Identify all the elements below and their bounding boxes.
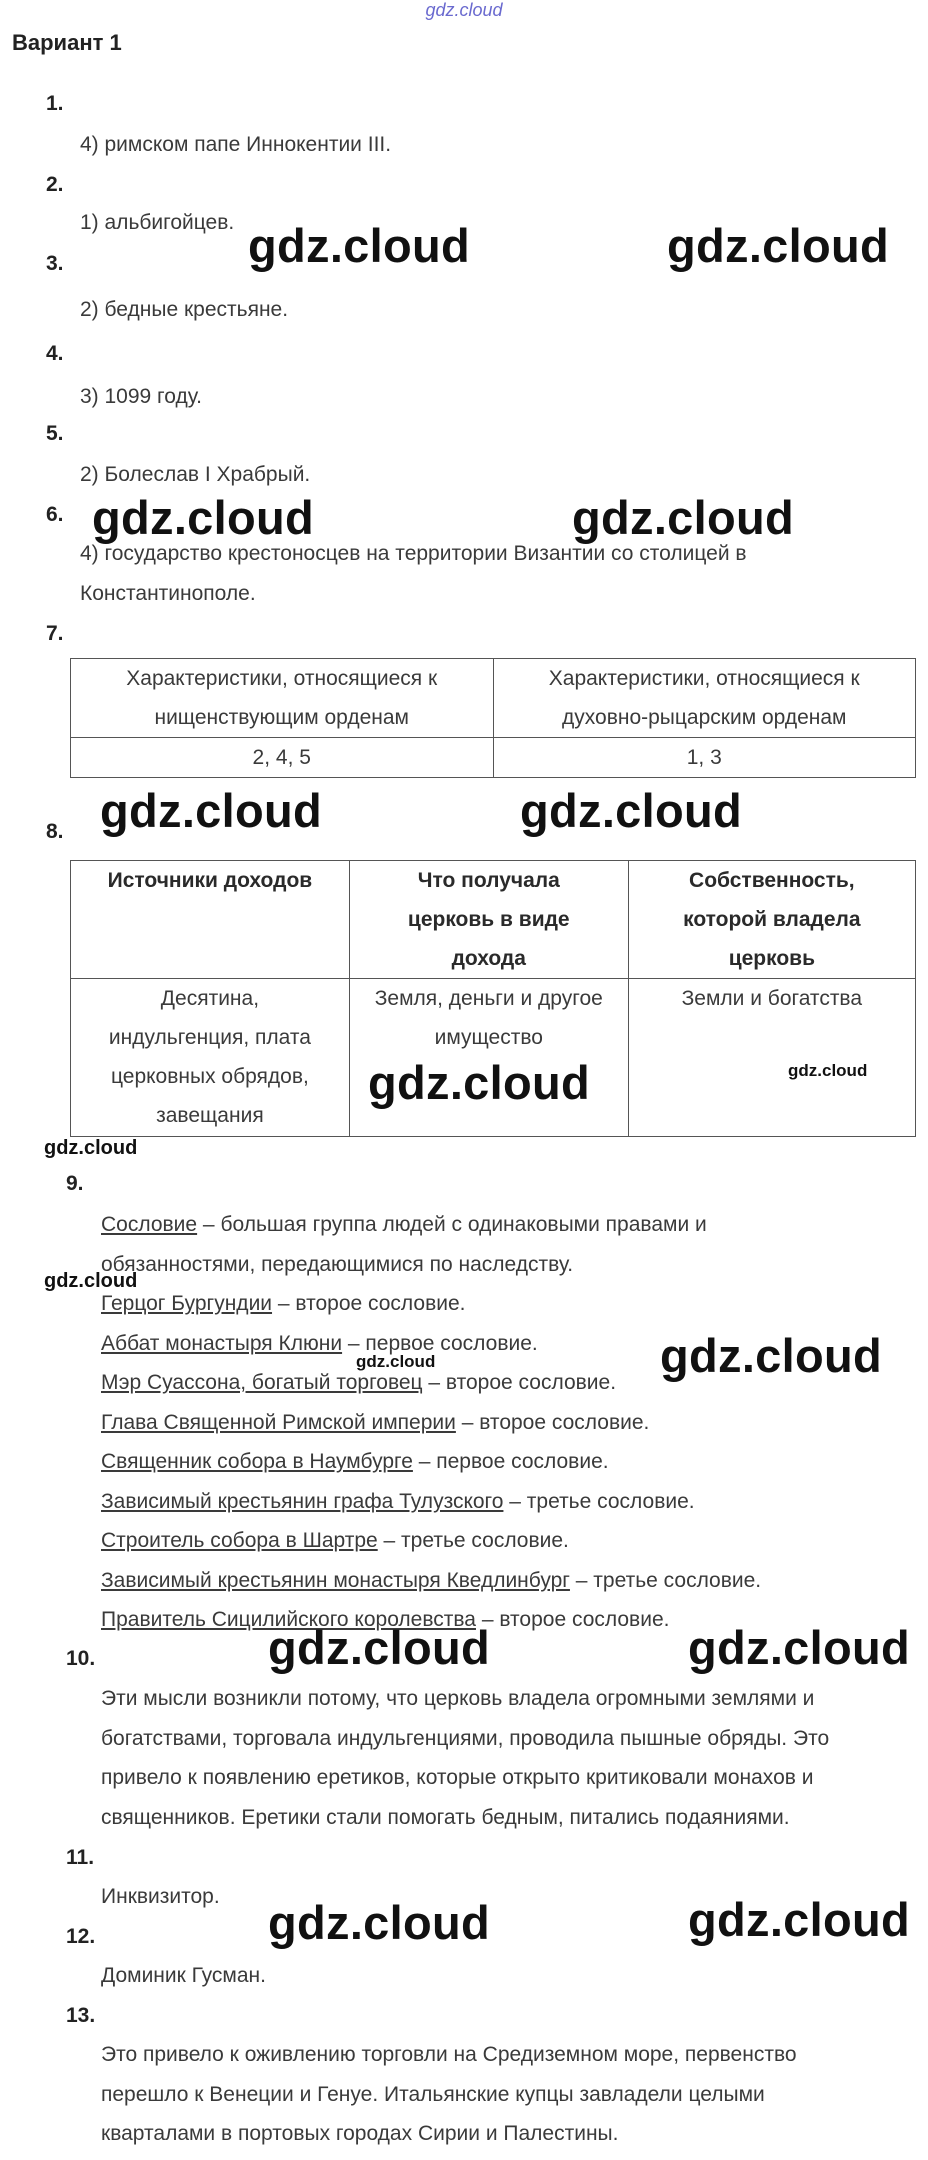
watermark: gdz.cloud	[356, 1352, 436, 1371]
answer-2: 1) альбигойцев.	[80, 211, 235, 234]
question-number-4: 4.	[46, 342, 64, 365]
answer-11: Инквизитор.	[101, 1885, 220, 1908]
answer-4: 3) 1099 году.	[80, 385, 202, 408]
orders-header-knightly: Характеристики, относящиеся к духовно-рыцарским орденам	[493, 659, 916, 738]
question-number-6: 6.	[46, 503, 64, 526]
watermark: gdz.cloud	[788, 1061, 868, 1080]
watermark: gdz.cloud	[100, 784, 323, 837]
answer-10-line: привело к появлению еретиков, которые открыто критиковали монахов и	[101, 1766, 814, 1789]
watermark: gdz.cloud	[268, 1896, 491, 1949]
watermark: gdz.cloud	[688, 1621, 911, 1674]
question-number-8: 8.	[46, 820, 64, 843]
watermark: gdz.cloud	[368, 1056, 591, 1109]
question-number-9: 9.	[66, 1172, 84, 1195]
estate-item: Зависимый крестьянин монастыря Кведлинбург – третье сословие.	[101, 1569, 762, 1592]
answer-13-line: кварталами в портовых городах Сирии и Палестины.	[101, 2122, 619, 2145]
watermark: gdz.cloud	[667, 219, 890, 272]
question-number-2: 2.	[46, 173, 64, 196]
estate-definition-term: Сословие	[101, 1213, 198, 1236]
orders-value-mendicant: 2, 4, 5	[71, 738, 494, 778]
question-number-13: 13.	[66, 2004, 96, 2027]
orders-value-knightly: 1, 3	[493, 738, 916, 778]
answer-6-line-1: 4) государство крестоносцев на территории Византии со столицей в	[80, 542, 747, 565]
answer-13-line: перешло к Венеции и Генуе. Итальянские купцы завладели целыми	[101, 2083, 765, 2106]
question-number-5: 5.	[46, 422, 64, 445]
watermark: gdz.cloud	[44, 1270, 138, 1292]
page-title: Вариант 1	[12, 30, 122, 55]
estate-item: Аббат монастыря Клюни – первое сословие.	[101, 1332, 538, 1355]
income-header-property: Собственность, которой владела церковь	[628, 861, 915, 979]
answer-1: 4) римском папе Иннокентии III.	[80, 133, 392, 156]
watermark: gdz.cloud	[572, 491, 795, 544]
income-cell-received: Земля, деньги и другое имущество	[349, 979, 628, 1137]
estate-item: Священник собора в Наумбурге – первое сословие.	[101, 1450, 609, 1473]
orders-header-mendicant: Характеристики, относящиеся к нищенствующим орденам	[71, 659, 494, 738]
answer-10-line: богатствами, торговала индульгенциями, проводила пышные обряды. Это	[101, 1727, 830, 1750]
question-number-10: 10.	[66, 1647, 96, 1670]
answer-10-line: священников. Еретики стали помогать бедным, питались подаяниями.	[101, 1806, 790, 1829]
estate-definition-line-1: Сословие – большая группа людей с одинаковыми правами и	[101, 1213, 707, 1236]
question-number-12: 12.	[66, 1925, 96, 1948]
question-number-7: 7.	[46, 622, 64, 645]
watermark: gdz.cloud	[92, 491, 315, 544]
estate-item: Зависимый крестьянин графа Тулузского – третье сословие.	[101, 1490, 695, 1513]
estate-item: Правитель Сицилийского королевства – второе сословие.	[101, 1608, 670, 1631]
estate-item: Глава Священной Римской империи – второе сословие.	[101, 1411, 650, 1434]
estate-definition-line-2: обязанностями, передающимися по наследству.	[101, 1253, 574, 1276]
question-number-11: 11.	[66, 1846, 95, 1869]
answer-12: Доминик Гусман.	[101, 1964, 266, 1987]
answer-5: 2) Болеслав I Храбрый.	[80, 463, 311, 486]
orders-table	[70, 658, 916, 778]
answer-10-line: Эти мысли возникли потому, что церковь владела огромными землями и	[101, 1687, 815, 1710]
estate-item: Мэр Суассона, богатый торговец – второе сословие.	[101, 1371, 617, 1394]
estate-item: Строитель собора в Шартре – третье сословие.	[101, 1529, 569, 1552]
watermark: gdz.cloud	[660, 1329, 883, 1382]
watermark: gdz.cloud	[44, 1137, 138, 1159]
income-cell-property: Земли и богатства	[628, 979, 915, 1137]
site-mark: gdz.cloud	[425, 0, 503, 20]
question-number-3: 3.	[46, 252, 64, 275]
watermark: gdz.cloud	[268, 1621, 491, 1674]
income-cell-sources: Десятина, индульгенция, плата церковных обрядов, завещания	[71, 979, 350, 1137]
watermark: gdz.cloud	[248, 219, 471, 272]
answer-6-line-2: Константинополе.	[80, 582, 256, 605]
watermark: gdz.cloud	[688, 1893, 911, 1946]
answer-3: 2) бедные крестьяне.	[80, 298, 289, 321]
income-header-received: Что получала церковь в виде дохода	[349, 861, 628, 979]
question-number-1: 1.	[46, 92, 64, 115]
answer-13-line: Это привело к оживлению торговли на Средиземном море, первенство	[101, 2043, 797, 2066]
watermark: gdz.cloud	[520, 784, 743, 837]
estate-item: Герцог Бургундии – второе сословие.	[101, 1292, 466, 1315]
income-header-sources: Источники доходов	[71, 861, 350, 979]
